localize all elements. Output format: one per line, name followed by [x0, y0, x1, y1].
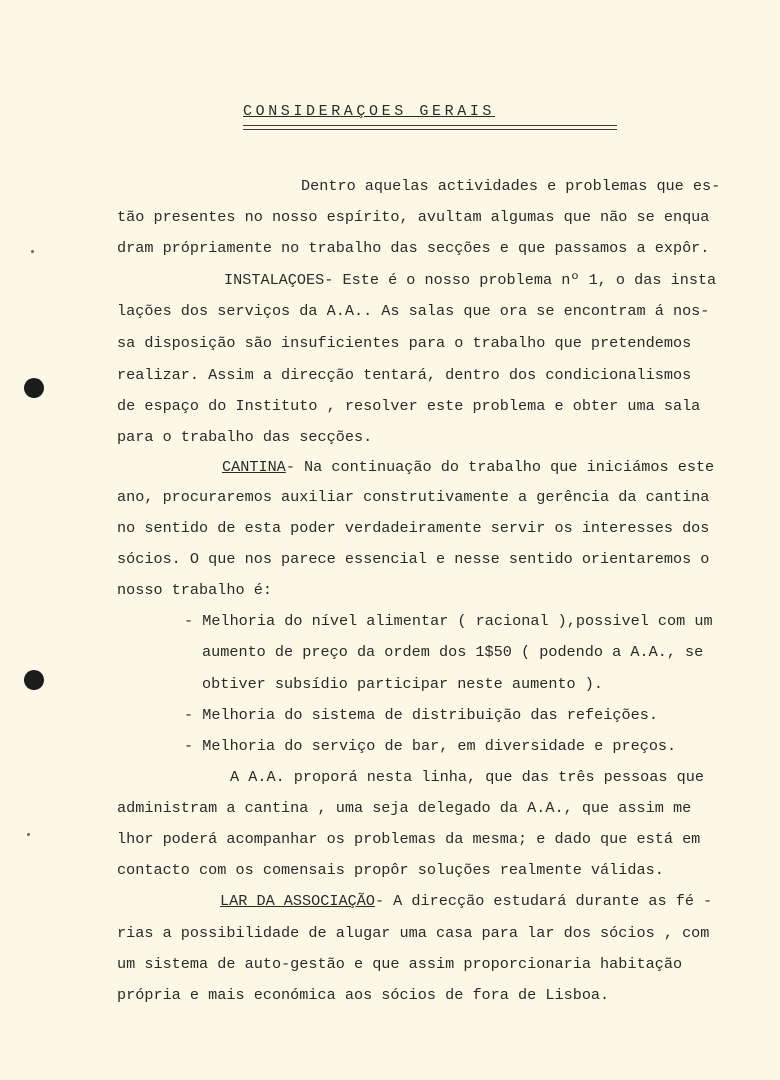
instalacoes-first-line — [224, 270, 716, 290]
intro-line-2: tão presentes no nosso espírito, avultam algumas que não se enqua — [117, 208, 710, 226]
title-double-rule-bottom — [243, 129, 617, 130]
page-title: CONSIDERAÇOES GERAIS — [243, 103, 496, 120]
instalacoes-line-5: de espaço do Instituto , resolver este problema e obter uma sala — [117, 397, 701, 415]
instalacoes-first-line-rest: - Este é o nosso problema nº 1, o das insta — [324, 271, 717, 289]
cantina-closing-3: lhor poderá acompanhar os problemas da mesma; e dado que está em — [117, 830, 701, 848]
cantina-line-4: sócios. O que nos parece essencial e nesse sentido orientaremos o — [117, 550, 710, 568]
instalacoes-heading: INSTALAÇOES — [224, 271, 325, 289]
cantina-bullet-2: - Melhoria do sistema de distribuição das refeições. — [184, 706, 658, 724]
lar-line-2: rias a possibilidade de alugar uma casa para lar dos sócios , com — [117, 924, 710, 942]
margin-mark-1 — [31, 250, 34, 253]
cantina-first-line-rest: - Na continuação do trabalho que iniciámos este — [285, 458, 715, 476]
margin-mark-2 — [27, 833, 30, 836]
lar-heading: LAR DA ASSOCIAÇÃO — [220, 892, 375, 910]
intro-line-3: dram própriamente no trabalho das secções e que passamos a expôr. — [117, 239, 710, 257]
cantina-line-2: ano, procuraremos auxiliar construtivamente a gerência da cantina — [117, 488, 710, 506]
instalacoes-line-6: para o trabalho das secções. — [117, 428, 373, 446]
instalacoes-line-2: lações dos serviços da A.A.. As salas que ora se encontram á nos- — [117, 302, 710, 320]
instalacoes-line-4: realizar. Assim a direcção tentará, dentro dos condicionalismos — [117, 366, 692, 384]
cantina-first-line — [222, 457, 714, 477]
cantina-bullet-1: - Melhoria do nível alimentar ( racional ),possivel com um — [184, 612, 713, 630]
title-double-rule-top — [243, 125, 617, 126]
lar-line-3: um sistema de auto-gestão e que assim proporcionaria habitação — [117, 955, 683, 973]
instalacoes-line-3: sa disposição são insuficientes para o trabalho que pretendemos — [117, 334, 692, 352]
punch-hole-upper — [24, 378, 44, 398]
lar-first-line-rest: - A direcção estudará durante as fé - — [374, 892, 713, 910]
cantina-closing-2: administram a cantina , uma seja delegado da A.A., que assim me — [117, 799, 692, 817]
lar-line-4: própria e mais económica aos sócios de fora de Lisboa. — [117, 986, 610, 1004]
cantina-closing-4: contacto com os comensais propôr soluções realmente válidas. — [117, 861, 664, 879]
cantina-line-3: no sentido de esta poder verdadeiramente servir os interesses dos — [117, 519, 710, 537]
cantina-bullet-1-cont-1: aumento de preço da ordem dos 1$50 ( podendo a A.A., se — [202, 643, 704, 661]
punch-hole-lower — [24, 670, 44, 690]
lar-first-line — [220, 891, 712, 911]
cantina-heading: CANTINA — [222, 458, 286, 476]
cantina-bullet-1-cont-2: obtiver subsídio participar neste aumento ). — [202, 675, 604, 693]
cantina-bullet-3: - Melhoria do serviço de bar, em diversidade e preços. — [184, 737, 677, 755]
intro-line-1: Dentro aquelas actividades e problemas que es- — [301, 177, 721, 195]
cantina-closing-1: A A.A. proporá nesta linha, que das três pessoas que — [230, 768, 704, 786]
cantina-line-5: nosso trabalho é: — [117, 581, 272, 599]
